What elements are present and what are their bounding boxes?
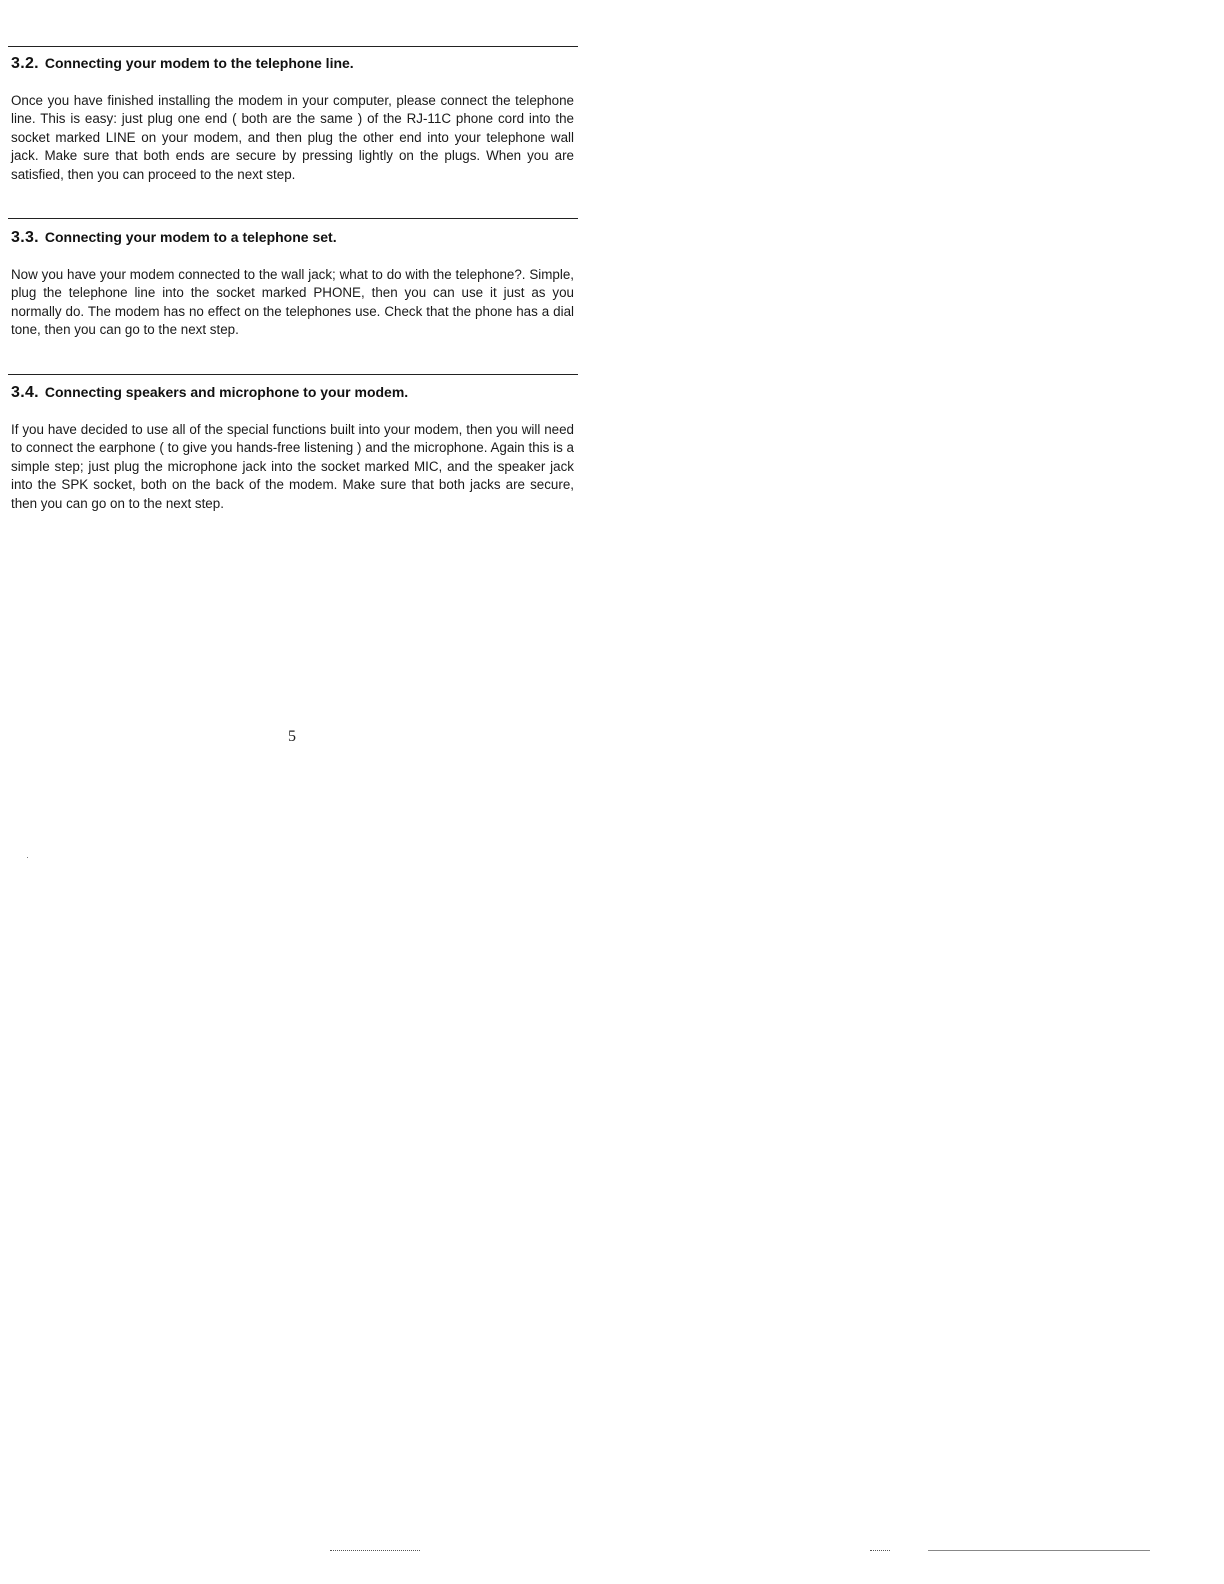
- scan-edge-mark: [870, 1550, 890, 1551]
- section-body-3-4: If you have decided to use all of the special functions built into your modem, then you will need to connect the earphone ( to give you hands-free listening ) and the microphone. Again this is a simple step; just plug the microphone jack into the socket marked MIC, and the speaker jack into the SPK socket, both on the back of the modem. Make sure that both jacks are secure, then you can go on to the next step.: [11, 422, 574, 511]
- section-heading-3-4: [11, 384, 408, 402]
- section-number: 3.3.: [11, 229, 39, 246]
- section-heading-3-3: [11, 229, 337, 247]
- section-divider-3-3: [8, 218, 578, 219]
- section-title: Connecting speakers and microphone to your modem.: [44, 384, 409, 400]
- section-number: 3.2.: [11, 55, 39, 72]
- scan-edge-mark: [928, 1550, 1150, 1551]
- section-title: Connecting your modem to a telephone set.: [44, 229, 337, 245]
- section-title: Connecting your modem to the telephone line.: [44, 55, 354, 71]
- section-number: 3.4.: [11, 384, 39, 401]
- section-divider-3-2: [8, 46, 578, 47]
- section-divider-3-4: [8, 374, 578, 375]
- scan-speck: [27, 857, 28, 858]
- page-number: 5: [288, 728, 296, 745]
- scan-edge-mark: [330, 1550, 420, 1551]
- section-body-3-3: Now you have your modem connected to the wall jack; what to do with the telephone?. Simple, plug the telephone line into the socket marked PHONE, then you can use it just as you normally do. The modem has no effect on the telephones use. Check that the phone has a dial tone, then you can go to the next step.: [11, 267, 574, 338]
- section-heading-3-2: [11, 55, 354, 73]
- section-body-3-2: Once you have finished installing the modem in your computer, please connect the telephone line. This is easy: just plug one end ( both are the same ) of the RJ-11C phone cord into the socket marked LINE on your modem, and then plug the other end into your telephone wall jack. Make sure that both ends are secure by pressing lightly on the plugs. When you are satisfied, then you can proceed to the next step.: [11, 93, 574, 182]
